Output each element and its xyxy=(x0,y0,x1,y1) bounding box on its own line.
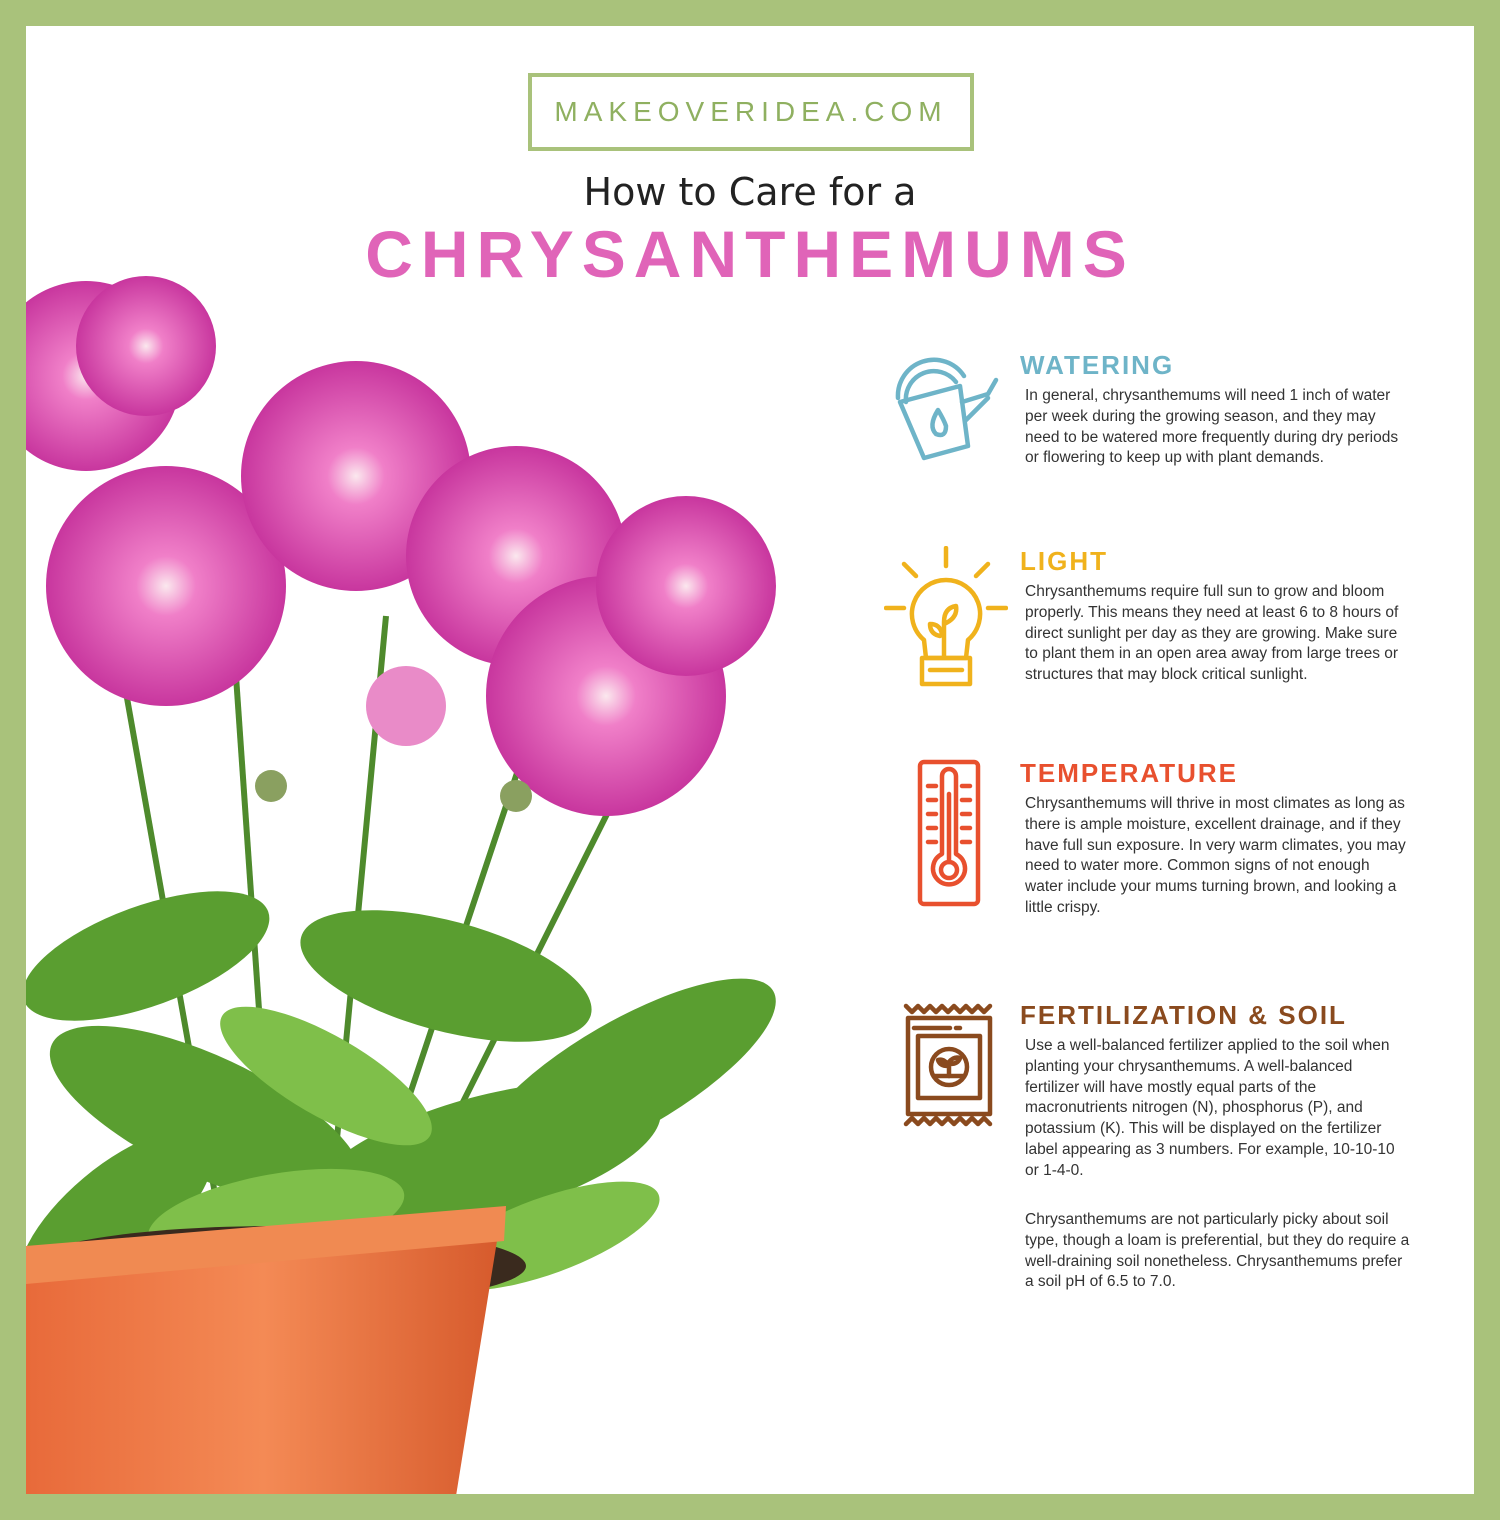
temperature-text: Chrysanthemums will thrive in most climates as long as there is ample moisture, excellent drainage, and if they have full sun exposure. In very warm climates, you may need to water more. Common signs of not enough water include your mums turning brown, and looking a little crispy. xyxy=(1025,795,1406,916)
infographic-page xyxy=(26,26,1474,1494)
seed-packet-icon xyxy=(884,1000,1008,1130)
section-watering xyxy=(884,350,1444,530)
section-light xyxy=(884,546,1444,746)
brand-logo-box xyxy=(528,73,974,151)
soil-text: Chrysanthemums are not particularly picky about soil type, though a loam is preferential, but they do require a well-draining soil nonetheless. Chrysanthemums prefer a soil pH of 6.5 to 7.0. xyxy=(1025,1211,1410,1291)
watering-text: In general, chrysanthemums will need 1 inch of water per week during the growing season, and they may need to be watered more frequently during dry periods or flowering to keep up with plant demands. xyxy=(1025,387,1399,467)
temperature-heading: TEMPERATURE xyxy=(1020,758,1238,788)
potted-chrysanthemum-image xyxy=(26,256,856,1494)
watering-heading: WATERING xyxy=(1020,350,1175,380)
page-title: CHRYSANTHEMUMS xyxy=(365,217,1135,291)
page-subtitle: How to Care for a xyxy=(583,170,917,214)
watering-can-icon xyxy=(884,350,1008,474)
fertilization-heading: FERTILIZATION & SOIL xyxy=(1020,1000,1347,1030)
light-heading: LIGHT xyxy=(1020,546,1108,576)
thermometer-icon xyxy=(884,758,1008,908)
fertilization-text: Use a well-balanced fertilizer applied to the soil when planting your chrysanthemums. A well-balanced fertilizer will have mostly equal parts of the macronutrients nitrogen (N), phosphorus (P), and potassium (K). This will be displayed on the fertilizer label appearing as 3 numbers. For example, 10-10-10 or 1-4-0. xyxy=(1025,1037,1395,1179)
section-fertilization xyxy=(884,1000,1444,1300)
light-bulb-icon xyxy=(884,546,1008,696)
light-text: Chrysanthemums require full sun to grow and bloom properly. This means they need at least 6 to 8 hours of direct sunlight per day as they are growing. Make sure to plant them in an open area away from large trees or structures that may block critical sunlight. xyxy=(1025,583,1399,684)
brand-name: MAKEOVERIDEA.COM xyxy=(554,96,948,127)
section-temperature xyxy=(884,758,1444,958)
